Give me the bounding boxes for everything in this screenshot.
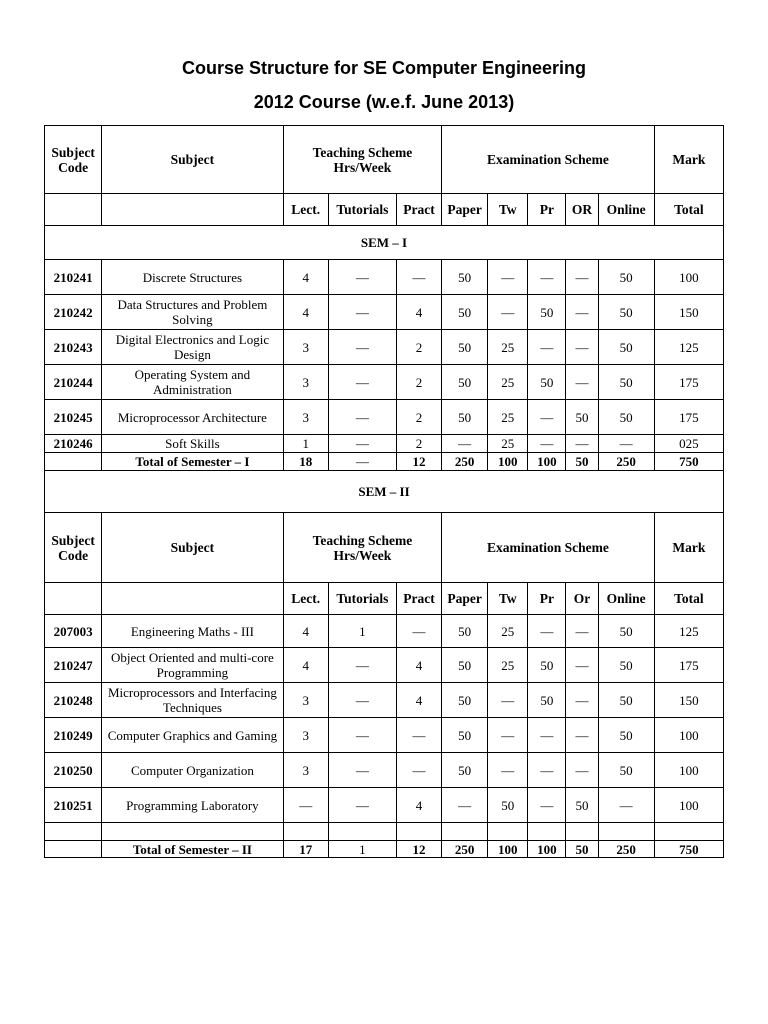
header-paper: Paper [442, 583, 488, 615]
cell-total: 100 [654, 788, 723, 823]
cell-lect: 3 [283, 400, 328, 435]
semester-total-label: Total of Semester – II [102, 841, 284, 858]
cell-online: — [598, 788, 654, 823]
header-subject-code: Subject Code [45, 513, 102, 583]
subject-row [45, 788, 724, 823]
cell-pract: 2 [396, 330, 441, 365]
cell-paper: 50 [442, 330, 488, 365]
blank-cell [396, 823, 441, 841]
cell-pract: 4 [396, 648, 441, 683]
cell-online: 50 [598, 615, 654, 648]
cell-tw: 25 [488, 330, 528, 365]
total-tut: 1 [328, 841, 396, 858]
subject-row [45, 753, 724, 788]
cell-total: 125 [654, 615, 723, 648]
header-examination-scheme: Examination Scheme [442, 513, 655, 583]
cell-tut: — [328, 295, 396, 330]
cell-lect: 4 [283, 615, 328, 648]
cell-pract: 4 [396, 683, 441, 718]
total-total: 750 [654, 453, 723, 471]
cell-total: 175 [654, 400, 723, 435]
header-total: Total [654, 194, 723, 226]
total-paper: 250 [442, 841, 488, 858]
header-paper: Paper [442, 194, 488, 226]
cell-pr: — [528, 753, 566, 788]
cell-tut: — [328, 683, 396, 718]
subject-code: 210243 [45, 330, 102, 365]
cell-lect: 3 [283, 683, 328, 718]
cell-online: 50 [598, 260, 654, 295]
total-tw: 100 [488, 453, 528, 471]
cell-pr: 50 [528, 648, 566, 683]
cell-lect: 4 [283, 295, 328, 330]
cell-or: — [566, 330, 598, 365]
cell-pr: — [528, 400, 566, 435]
header-or: Or [566, 583, 598, 615]
cell-paper: 50 [442, 648, 488, 683]
subject-name: Object Oriented and multi-core Programming [102, 648, 284, 683]
total-online: 250 [598, 453, 654, 471]
cell-pract: 4 [396, 788, 441, 823]
total-tut: — [328, 453, 396, 471]
subject-name: Computer Organization [102, 753, 284, 788]
cell-total: 125 [654, 330, 723, 365]
header-or: OR [566, 194, 598, 226]
subject-name: Operating System and Administration [102, 365, 284, 400]
table-body [45, 126, 724, 858]
cell-total: 175 [654, 648, 723, 683]
cell-pr: — [528, 615, 566, 648]
header-row [45, 513, 724, 583]
cell-or: — [566, 753, 598, 788]
cell-pr: — [528, 435, 566, 453]
cell-tw: 25 [488, 365, 528, 400]
cell-or: — [566, 683, 598, 718]
header-mark: Mark [654, 513, 723, 583]
header-pract: Pract [396, 583, 441, 615]
subject-row [45, 615, 724, 648]
total-pract: 12 [396, 453, 441, 471]
subject-row [45, 330, 724, 365]
header-total: Total [654, 583, 723, 615]
cell-paper: — [442, 788, 488, 823]
cell-online: 50 [598, 365, 654, 400]
cell-pr: 50 [528, 683, 566, 718]
cell-total: 100 [654, 718, 723, 753]
subject-name: Engineering Maths - III [102, 615, 284, 648]
cell-pr: 50 [528, 295, 566, 330]
subject-row [45, 400, 724, 435]
blank-cell [442, 823, 488, 841]
cell-pr: — [528, 788, 566, 823]
cell-tw: — [488, 753, 528, 788]
subject-name: Computer Graphics and Gaming [102, 718, 284, 753]
header-pr: Pr [528, 194, 566, 226]
blank-cell [328, 823, 396, 841]
semester-total-row [45, 841, 724, 858]
semester-label: SEM – I [45, 226, 724, 260]
cell-or: — [566, 615, 598, 648]
document-subtitle: 2012 Course (w.e.f. June 2013) [253, 92, 515, 112]
cell-lect: 1 [283, 435, 328, 453]
semester-banner-row [45, 471, 724, 513]
subject-row [45, 365, 724, 400]
header-subject: Subject [102, 513, 284, 583]
cell-tut: — [328, 648, 396, 683]
subject-name: Discrete Structures [102, 260, 284, 295]
header-pr: Pr [528, 583, 566, 615]
cell-tw: — [488, 718, 528, 753]
subject-name: Microprocessor Architecture [102, 400, 284, 435]
total-total: 750 [654, 841, 723, 858]
cell-total: 150 [654, 683, 723, 718]
cell-lect: 3 [283, 330, 328, 365]
cell-lect: — [283, 788, 328, 823]
blank-cell [566, 823, 598, 841]
cell-tut: — [328, 718, 396, 753]
cell-tut: — [328, 330, 396, 365]
blank-cell [598, 823, 654, 841]
subheader-row [45, 194, 724, 226]
cell-or: — [566, 648, 598, 683]
semester-label: SEM – II [45, 471, 724, 513]
document-title: Course Structure for SE Computer Engineering [181, 58, 587, 78]
cell-tw: 25 [488, 435, 528, 453]
header-subject: Subject [102, 126, 284, 194]
cell-tw: 25 [488, 648, 528, 683]
cell-paper: 50 [442, 365, 488, 400]
cell-online: 50 [598, 295, 654, 330]
total-lect: 17 [283, 841, 328, 858]
semester-total-label: Total of Semester – I [102, 453, 284, 471]
cell-pract: — [396, 753, 441, 788]
header-pract: Pract [396, 194, 441, 226]
cell-total: 100 [654, 753, 723, 788]
cell-tut: — [328, 400, 396, 435]
subject-code: 210247 [45, 648, 102, 683]
blank-row [45, 823, 724, 841]
subject-name: Soft Skills [102, 435, 284, 453]
cell-online: — [598, 435, 654, 453]
cell-pr: — [528, 260, 566, 295]
cell-paper: 50 [442, 753, 488, 788]
total-code-empty [45, 453, 102, 471]
cell-pract: 2 [396, 365, 441, 400]
subject-code: 210241 [45, 260, 102, 295]
cell-online: 50 [598, 330, 654, 365]
cell-tw: — [488, 683, 528, 718]
subject-row [45, 683, 724, 718]
header-empty [45, 583, 102, 615]
cell-or: 50 [566, 400, 598, 435]
cell-or: — [566, 435, 598, 453]
cell-tw: 50 [488, 788, 528, 823]
cell-paper: 50 [442, 718, 488, 753]
header-lect: Lect. [283, 194, 328, 226]
subject-code: 210242 [45, 295, 102, 330]
cell-lect: 3 [283, 718, 328, 753]
header-subject-code: Subject Code [45, 126, 102, 194]
total-or: 50 [566, 453, 598, 471]
total-pract: 12 [396, 841, 441, 858]
total-online: 250 [598, 841, 654, 858]
cell-or: — [566, 295, 598, 330]
cell-lect: 3 [283, 365, 328, 400]
cell-online: 50 [598, 753, 654, 788]
header-lect: Lect. [283, 583, 328, 615]
cell-lect: 3 [283, 753, 328, 788]
cell-pract: — [396, 615, 441, 648]
cell-tut: — [328, 260, 396, 295]
subject-name: Programming Laboratory [102, 788, 284, 823]
cell-paper: 50 [442, 615, 488, 648]
total-paper: 250 [442, 453, 488, 471]
cell-or: — [566, 260, 598, 295]
semester-total-row [45, 453, 724, 471]
total-or: 50 [566, 841, 598, 858]
subject-code: 210248 [45, 683, 102, 718]
header-empty [102, 583, 284, 615]
cell-tut: — [328, 435, 396, 453]
cell-lect: 4 [283, 648, 328, 683]
cell-total: 025 [654, 435, 723, 453]
subject-name: Microprocessors and Interfacing Techniques [102, 683, 284, 718]
blank-cell [102, 823, 284, 841]
subject-name: Data Structures and Problem Solving [102, 295, 284, 330]
cell-tut: 1 [328, 615, 396, 648]
header-teaching-scheme: Teaching Scheme Hrs/Week [283, 513, 441, 583]
cell-paper: 50 [442, 295, 488, 330]
cell-pract: 2 [396, 435, 441, 453]
total-pr: 100 [528, 453, 566, 471]
cell-total: 100 [654, 260, 723, 295]
semester-banner-row [45, 226, 724, 260]
cell-pr: 50 [528, 365, 566, 400]
cell-pract: 4 [396, 295, 441, 330]
cell-or: — [566, 365, 598, 400]
subject-row [45, 648, 724, 683]
blank-cell [45, 823, 102, 841]
cell-lect: 4 [283, 260, 328, 295]
total-tw: 100 [488, 841, 528, 858]
header-tutorials: Tutorials [328, 583, 396, 615]
subject-name: Digital Electronics and Logic Design [102, 330, 284, 365]
course-structure-table [44, 125, 724, 858]
subject-row [45, 435, 724, 453]
cell-tw: 25 [488, 615, 528, 648]
subject-code: 207003 [45, 615, 102, 648]
cell-paper: 50 [442, 683, 488, 718]
header-mark: Mark [654, 126, 723, 194]
subject-code: 210250 [45, 753, 102, 788]
cell-tut: — [328, 365, 396, 400]
cell-paper: — [442, 435, 488, 453]
cell-pract: 2 [396, 400, 441, 435]
header-tw: Tw [488, 583, 528, 615]
cell-tw: — [488, 295, 528, 330]
blank-cell [528, 823, 566, 841]
cell-paper: 50 [442, 260, 488, 295]
cell-tw: — [488, 260, 528, 295]
header-online: Online [598, 194, 654, 226]
subheader-row [45, 583, 724, 615]
cell-tw: 25 [488, 400, 528, 435]
header-examination-scheme: Examination Scheme [442, 126, 655, 194]
subject-row [45, 260, 724, 295]
cell-online: 50 [598, 400, 654, 435]
blank-cell [654, 823, 723, 841]
total-lect: 18 [283, 453, 328, 471]
subject-row [45, 295, 724, 330]
cell-total: 175 [654, 365, 723, 400]
subject-row [45, 718, 724, 753]
cell-pr: — [528, 330, 566, 365]
total-code-empty [45, 841, 102, 858]
blank-cell [488, 823, 528, 841]
subject-code: 210245 [45, 400, 102, 435]
subject-code: 210244 [45, 365, 102, 400]
blank-cell [283, 823, 328, 841]
cell-tut: — [328, 788, 396, 823]
total-pr: 100 [528, 841, 566, 858]
cell-paper: 50 [442, 400, 488, 435]
cell-online: 50 [598, 718, 654, 753]
subject-code: 210251 [45, 788, 102, 823]
cell-tut: — [328, 753, 396, 788]
header-teaching-scheme: Teaching Scheme Hrs/Week [283, 126, 441, 194]
header-online: Online [598, 583, 654, 615]
cell-pract: — [396, 260, 441, 295]
cell-total: 150 [654, 295, 723, 330]
header-empty [45, 194, 102, 226]
cell-pr: — [528, 718, 566, 753]
cell-online: 50 [598, 648, 654, 683]
header-tutorials: Tutorials [328, 194, 396, 226]
subject-code: 210249 [45, 718, 102, 753]
cell-online: 50 [598, 683, 654, 718]
header-empty [102, 194, 284, 226]
header-tw: Tw [488, 194, 528, 226]
header-row [45, 126, 724, 194]
subject-code: 210246 [45, 435, 102, 453]
cell-or: — [566, 718, 598, 753]
cell-pract: — [396, 718, 441, 753]
cell-or: 50 [566, 788, 598, 823]
